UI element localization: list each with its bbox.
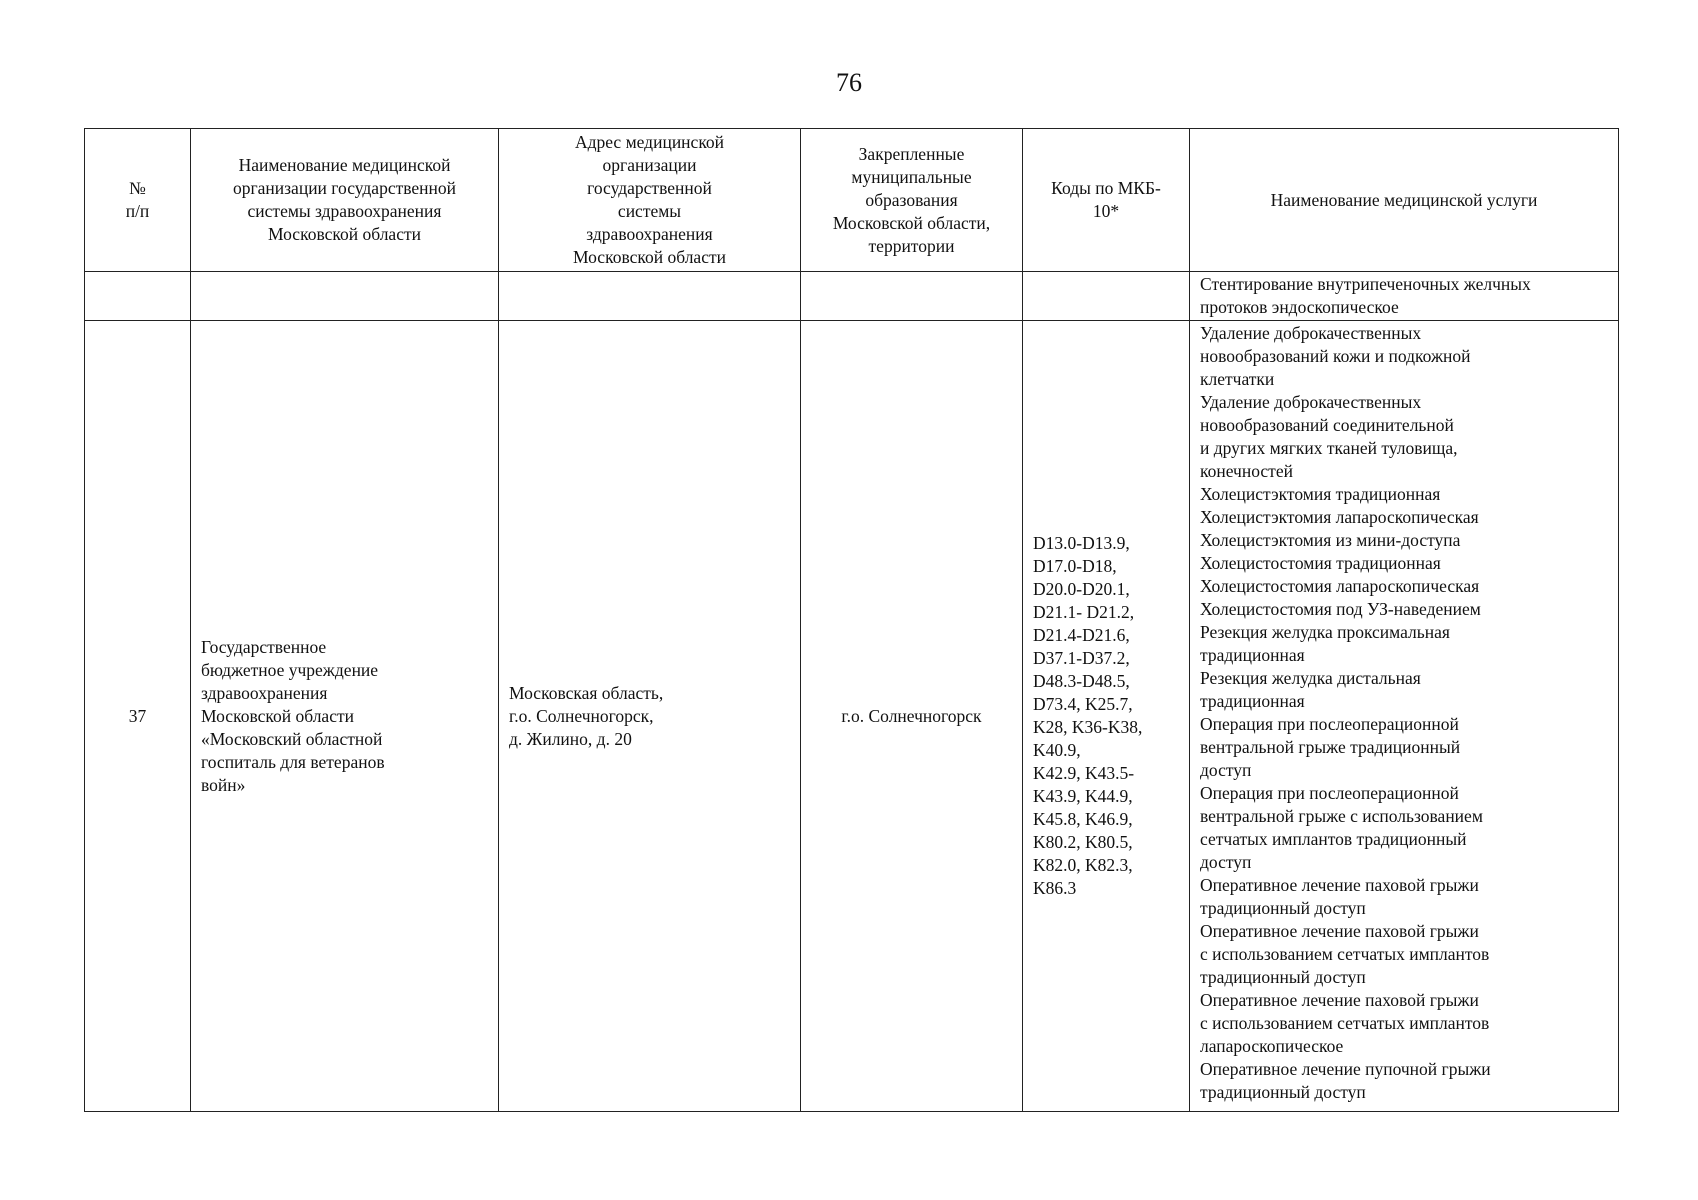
- text-line: клетчатки: [1200, 369, 1275, 389]
- header-icd-codes: [1023, 129, 1190, 272]
- text-line: Операция при послеоперационной: [1200, 783, 1459, 803]
- text-line: Оперативное лечение паховой грыжи: [1200, 921, 1479, 941]
- text-line: Холецистэктомия из мини-доступа: [1200, 530, 1461, 550]
- text-line: п/п: [125, 201, 150, 221]
- header-address: [499, 129, 801, 272]
- text-line: D21.1- D21.2,: [1033, 602, 1135, 622]
- cell-icd-codes: [1023, 321, 1190, 1112]
- text-line: конечностей: [1200, 461, 1293, 481]
- text-line: D21.4-D21.6,: [1033, 625, 1130, 645]
- cell-number: [85, 321, 191, 1112]
- text-line: K86.3: [1033, 878, 1077, 898]
- text-line: Коды по МКБ-: [1051, 178, 1161, 198]
- text-line: 10*: [1092, 201, 1120, 221]
- cell-services: [1190, 321, 1619, 1112]
- header-number: [85, 129, 191, 272]
- page-number: 76: [836, 68, 862, 97]
- text-line: Резекция желудка проксимальная: [1200, 622, 1450, 642]
- text-line: K42.9, K43.5-: [1033, 763, 1135, 783]
- text-line: госпиталь для ветеранов: [201, 751, 385, 772]
- text-line: традиционная: [1200, 691, 1305, 711]
- text-line: Холецистостомия традиционная: [1200, 553, 1441, 573]
- text-line: вентральной грыже традиционный: [1200, 737, 1461, 757]
- text-line: Московская область,: [509, 682, 664, 703]
- text-line: K82.0, K82.3,: [1033, 855, 1133, 875]
- text-line: организации государственной: [232, 178, 457, 198]
- text-line: Наименование медицинской: [238, 155, 451, 175]
- text-line: D17.0-D18,: [1033, 556, 1117, 576]
- text-line: протоков эндоскопическое: [1200, 297, 1399, 317]
- medical-services-table: [84, 128, 1619, 1112]
- text-line: вентральной грыже с использованием: [1200, 806, 1483, 826]
- text-line: Московской области,: [832, 212, 991, 233]
- text-line: D37.1-D37.2,: [1033, 648, 1130, 668]
- text-line: №: [129, 178, 146, 198]
- text-line: Московской области: [201, 705, 354, 726]
- text-line: образования: [865, 189, 958, 210]
- header-service: [1190, 129, 1619, 272]
- table-row-37: [85, 321, 1619, 1112]
- text-line: K80.2, K80.5,: [1033, 832, 1133, 852]
- text-line: Закрепленные: [858, 143, 965, 164]
- text-line: системы: [617, 201, 682, 221]
- text-line: г.о. Солнечногорск,: [509, 705, 654, 726]
- text-line: д. Жилино, д. 20: [509, 728, 632, 749]
- text-line: Стентирование внутрипеченочных желчных: [1200, 274, 1531, 294]
- table-row-continuation: [85, 272, 1619, 321]
- text-line: традиционный доступ: [1200, 898, 1366, 918]
- text-line: «Московский областной: [201, 728, 383, 749]
- text-line: Резекция желудка дистальная: [1200, 668, 1421, 688]
- cell-territory: [801, 321, 1023, 1112]
- cell-address: [499, 321, 801, 1112]
- text-line: Оперативное лечение паховой грыжи: [1200, 990, 1479, 1010]
- header-territory: [801, 129, 1023, 272]
- text-line: войн»: [201, 774, 246, 795]
- text-line: Оперативное лечение пупочной грыжи: [1200, 1059, 1491, 1079]
- text-line: 37: [128, 705, 147, 726]
- cell-empty: [801, 272, 1023, 321]
- cell-empty: [1023, 272, 1190, 321]
- text-line: сетчатых имплантов традиционный: [1200, 829, 1467, 849]
- text-line: Холецистостомия под УЗ-наведением: [1200, 599, 1481, 619]
- cell-organization: [191, 321, 499, 1112]
- text-line: доступ: [1200, 852, 1252, 872]
- text-line: организации: [602, 155, 697, 175]
- text-line: D48.3-D48.5,: [1033, 671, 1130, 691]
- text-line: традиционный доступ: [1200, 967, 1366, 987]
- text-line: Операция при послеоперационной: [1200, 714, 1459, 734]
- text-line: г.о. Солнечногорск: [841, 705, 982, 726]
- table-header-row: [85, 129, 1619, 272]
- text-line: Холецистэктомия традиционная: [1200, 484, 1441, 504]
- text-line: D20.0-D20.1,: [1033, 579, 1130, 599]
- text-line: Московской области: [573, 247, 726, 267]
- text-line: Удаление доброкачественных: [1200, 392, 1422, 412]
- text-line: с использованием сетчатых имплантов: [1200, 1013, 1490, 1033]
- text-line: D73.4, K25.7,: [1033, 694, 1133, 714]
- text-line: Холецистэктомия лапароскопическая: [1200, 507, 1479, 527]
- cell-service-continuation: [1190, 272, 1619, 321]
- text-line: государственной: [587, 178, 712, 198]
- text-line: Государственное: [201, 636, 327, 657]
- text-line: K43.9, K44.9,: [1033, 786, 1133, 806]
- text-line: новообразований кожи и подкожной: [1200, 346, 1471, 366]
- text-line: Наименование медицинской услуги: [1270, 189, 1538, 210]
- header-organization: [191, 129, 499, 272]
- text-line: K45.8, K46.9,: [1033, 809, 1133, 829]
- cell-empty: [499, 272, 801, 321]
- text-line: D13.0-D13.9,: [1033, 533, 1130, 553]
- text-line: и других мягких тканей туловища,: [1200, 438, 1458, 458]
- text-line: здравоохранения: [586, 224, 713, 244]
- text-line: Оперативное лечение паховой грыжи: [1200, 875, 1479, 895]
- text-line: здравоохранения: [201, 682, 328, 703]
- text-line: K28, K36-K38,: [1033, 717, 1143, 737]
- text-line: территории: [868, 235, 955, 256]
- text-line: бюджетное учреждение: [201, 659, 379, 680]
- text-line: Московской области: [268, 224, 421, 244]
- cell-empty: [191, 272, 499, 321]
- cell-empty: [85, 272, 191, 321]
- text-line: доступ: [1200, 760, 1252, 780]
- text-line: с использованием сетчатых имплантов: [1200, 944, 1490, 964]
- text-line: системы здравоохранения: [247, 201, 442, 221]
- text-line: лапароскопическое: [1200, 1036, 1344, 1056]
- text-line: Адрес медицинской: [574, 132, 725, 152]
- text-line: традиционная: [1200, 645, 1305, 665]
- text-line: традиционный доступ: [1200, 1082, 1366, 1102]
- text-line: K40.9,: [1033, 740, 1081, 760]
- text-line: Холецистостомия лапароскопическая: [1200, 576, 1480, 596]
- text-line: Удаление доброкачественных: [1200, 323, 1422, 343]
- text-line: муниципальные: [851, 166, 972, 187]
- text-line: новообразований соединительной: [1200, 415, 1454, 435]
